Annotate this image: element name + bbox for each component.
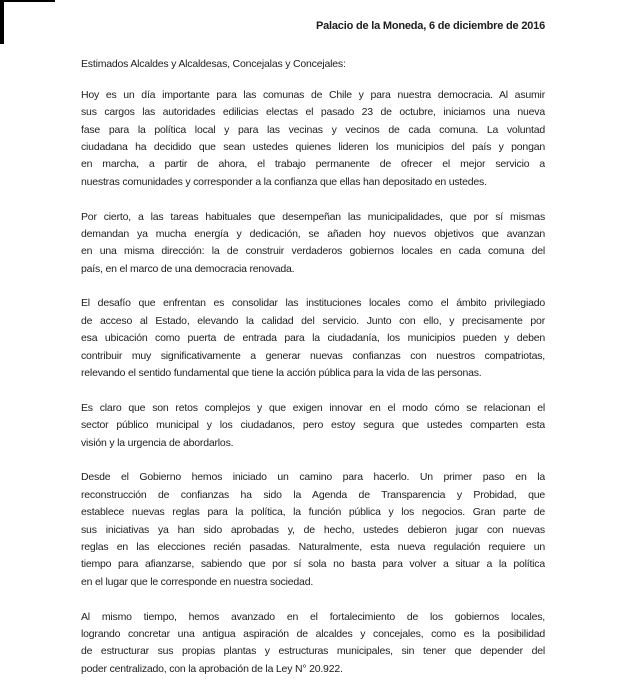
text-line: poder centralizado, con la aprobación de la Ley N° 20.922.	[81, 662, 343, 675]
text-line: país, en el marco de una democracia renovada.	[81, 262, 295, 275]
text-line: en el lugar que le corresponde en nuestra sociedad.	[81, 575, 314, 588]
text-line: en marcha, a partir de ahora, el trabajo permanente de ofrecer el mejor servicio a	[81, 158, 545, 171]
paragraph	[81, 400, 545, 452]
text-line: Hoy es un día importante para las comunas de Chile y para nuestra democracia. Al asumir	[81, 88, 545, 101]
paragraph	[81, 469, 545, 591]
text-line: Al mismo tiempo, hemos avanzado en el fortalecimiento de los gobiernos locales,	[81, 610, 545, 623]
text-line: de acceso al Estado, elevando la calidad del servicio. Junto con ello, y precisamente por	[81, 314, 545, 327]
text-line: relevando el sentido fundamental que tiene la acción pública para la vida de las personas.	[81, 367, 482, 380]
text-line: fase para la política local y para las vecinas y vecinos de cada comuna. La voluntad	[81, 123, 545, 136]
text-line: reconstrucción de confianzas ha sido la Agenda de Transparencia y Probidad, que	[81, 488, 545, 501]
text-line: establece nuevas reglas para la política, la función pública y los negocios. Gran parte de	[81, 506, 545, 519]
salutation: Estimados Alcaldes y Alcaldesas, Concejalas y Concejales:	[81, 58, 346, 71]
text-line: de estructurar sus propias plantas y estructuras municipales, sin tener que depender del	[81, 645, 545, 658]
paragraph	[81, 609, 545, 679]
text-line: nuestras comunidades y corresponder a la confianza que ellas han depositado en ustedes.	[81, 175, 487, 188]
text-line: Desde el Gobierno hemos iniciado un camino para hacerlo. Un primer paso en la	[81, 471, 545, 484]
letter-content	[81, 18, 545, 695]
text-line: ciudadana ha decidido que sean ustedes quienes lideren los municipios del país y pongan	[81, 140, 545, 153]
text-line: sector público municipal y los ciudadanos, pero estoy segura que ustedes comparten esta	[81, 419, 545, 432]
text-line: sus cargos las autoridades edilicias electas el pasado 23 de octubre, iniciamos una nueva	[81, 106, 545, 119]
paragraph	[81, 295, 545, 382]
text-line: Por cierto, a las tareas habituales que desempeñan las municipalidades, que por sí mismas	[81, 210, 545, 223]
text-line: demandan ya mucha energía y dedicación, se añaden hoy nuevos objetivos que avanzan	[81, 227, 545, 240]
paragraph	[81, 209, 545, 279]
text-line: El desafío que enfrentan es consolidar las instituciones locales como el ámbito privilegiado	[81, 297, 545, 310]
text-line: logrando concretar una antigua aspiración de alcaldes y concejales, como es la posibilidad	[81, 627, 545, 640]
scan-artifact-top	[0, 0, 55, 2]
text-line: tiempo para afianzarse, sabiendo que por sí sola no basta para volver a situar a la política	[81, 558, 545, 571]
letter-body	[81, 87, 545, 678]
text-line: en una misma dirección: la de construir verdaderos gobiernos locales en cada comuna del	[81, 245, 545, 258]
text-line: visión y la urgencia de abordarlos.	[81, 436, 234, 449]
paragraph	[81, 87, 545, 191]
text-line: contribuir muy significativamente a generar nuevas confianzas con nuestros compatriotas,	[81, 349, 545, 362]
dateline: Palacio de la Moneda, 6 de diciembre de 2016	[315, 20, 545, 32]
text-line: Es claro que son retos complejos y que exigen innovar en el modo cómo se relacionan el	[81, 401, 545, 414]
text-line: reglas en las elecciones recién pasadas. Naturalmente, esta nueva regulación requiere un	[81, 540, 545, 553]
text-line: esa ubicación como puerta de entrada para la ciudadanía, los municipios pueden y deben	[81, 332, 545, 345]
scan-artifact-left	[0, 0, 4, 44]
text-line: sus iniciativas ya han sido aprobadas y, de hecho, ustedes debieron jugar con nuevas	[81, 523, 545, 536]
